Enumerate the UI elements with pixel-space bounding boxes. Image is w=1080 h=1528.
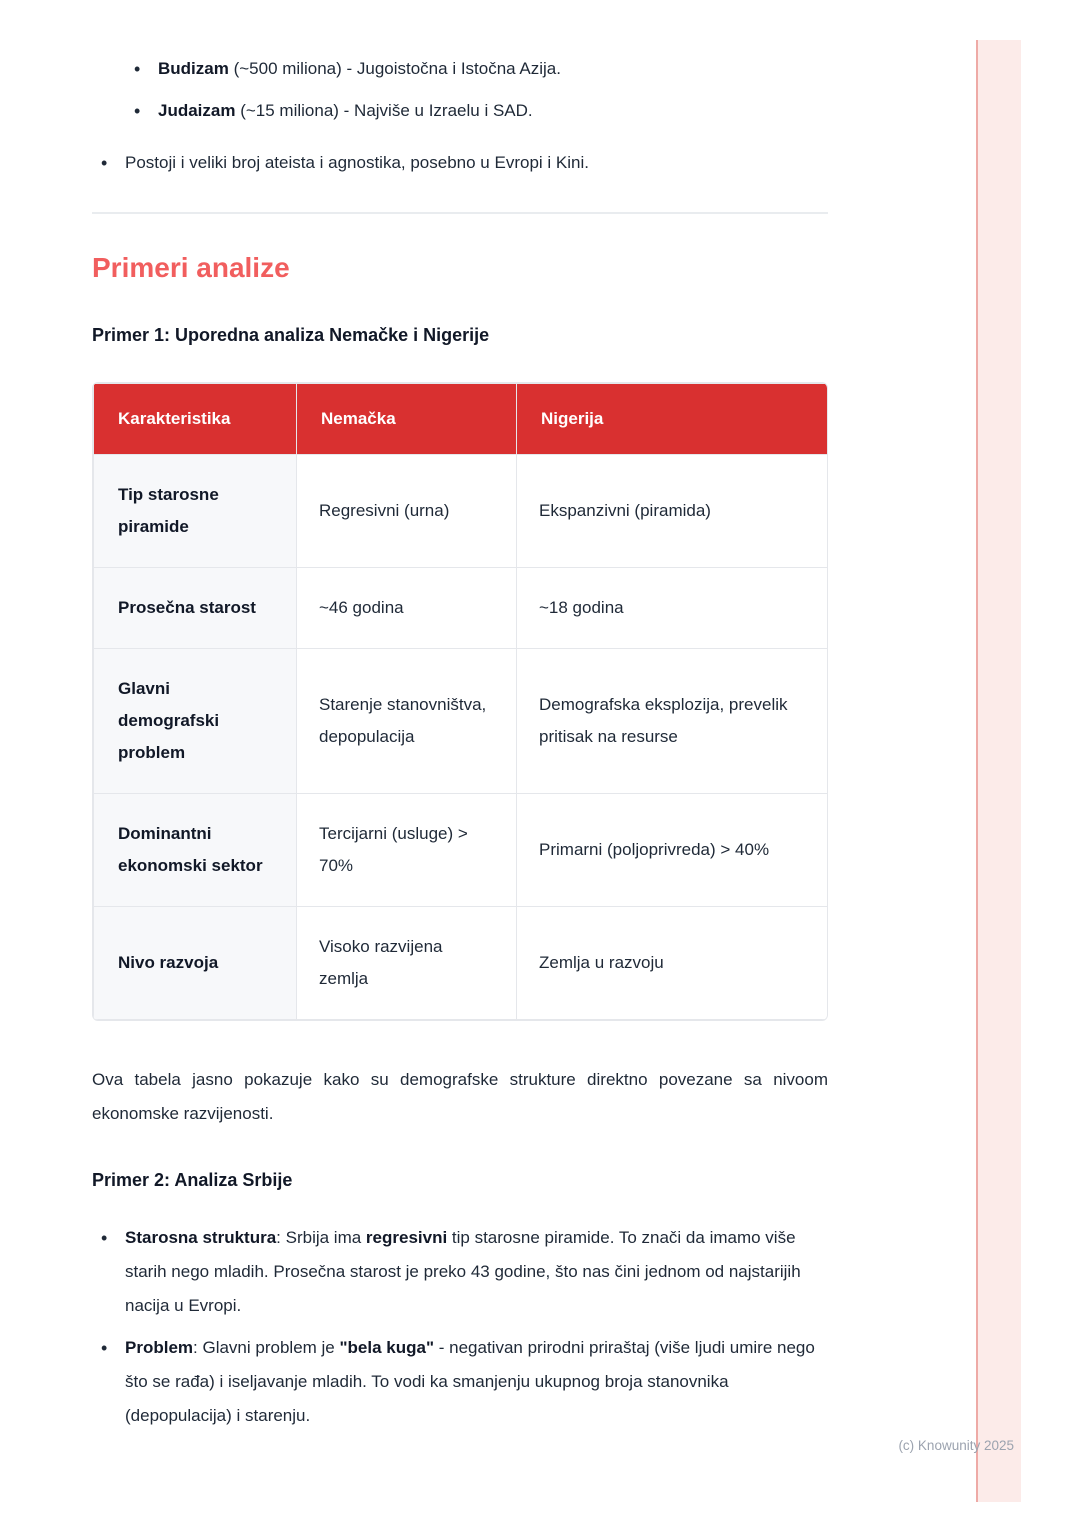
section-title: Primeri analize [92, 252, 290, 283]
row-header-cell: Glavni demografski problem [94, 649, 297, 794]
table-header-karakteristika: Karakteristika [94, 384, 297, 455]
plain-text: : Glavni problem je [193, 1338, 340, 1357]
table-cell: Starenje stanovništva, depopulacija [297, 649, 517, 794]
table-cell: ~46 godina [297, 568, 517, 649]
row-header-cell: Tip starosne piramide [94, 455, 297, 568]
plain-text: - negativan prirodni priraštaj (više ljudi umire nego što se rađa) i iseljavanje mladih. To vodi ka smanjenju ukupnog broja stanovnika (depopulacija) i starenju. [125, 1338, 815, 1425]
table-cell: Regresivni (urna) [297, 455, 517, 568]
example2-heading: Primer 2: Analiza Srbije [92, 1170, 293, 1190]
table-row [94, 568, 829, 649]
religion-sub-list [92, 52, 828, 128]
plain-text: tip starosne piramide. To znači da imamo više starih nego mladih. Prosečna starost je preko 43 godine, što nas čini jednom od najstarijih nacija u Evropi. [125, 1228, 801, 1315]
table-head [94, 384, 829, 455]
plain-text: (~500 miliona) - Jugoistočna i Istočna Azija. [228, 59, 561, 78]
bold-text: regresivni [365, 1228, 448, 1247]
row-header-cell: Nivo razvoja [94, 907, 297, 1020]
table-header-nemacka: Nemačka [297, 384, 517, 455]
table-header-nigerija: Nigerija [517, 384, 829, 455]
table-cell: Tercijarni (usluge) > 70% [297, 794, 517, 907]
list-item-ateisti: • Postoji i veliki broj ateista i agnostika, posebno u Evropi i Kini. [92, 146, 828, 180]
example1-heading: Primer 1: Uporedna analiza Nemačke i Nigerije [92, 325, 490, 345]
table-cell: Primarni (poljoprivreda) > 40% [517, 794, 829, 907]
table-header-row [94, 384, 829, 455]
table-cell: Demografska eksplozija, prevelik pritisak na resurse [517, 649, 829, 794]
list-item-budizam [92, 52, 828, 86]
table-row [94, 907, 829, 1020]
comparison-table-element [93, 383, 828, 1020]
bold-text: "bela kuga" [339, 1338, 435, 1357]
document-content [92, 0, 828, 1441]
plain-text: (~15 miliona) - Najviše u Izraelu i SAD. [235, 101, 533, 120]
footer-credit: (c) Knowunity 2025 [898, 1438, 1014, 1453]
table-row [94, 794, 829, 907]
table-cell: Ekspanzivni (piramida) [517, 455, 829, 568]
row-header-cell: Prosečna starost [94, 568, 297, 649]
table-cell: Zemlja u razvoju [517, 907, 829, 1020]
table-row [94, 649, 829, 794]
table-cell: Visoko razvijena zemlja [297, 907, 517, 1020]
bold-text: Starosna struktura [125, 1228, 277, 1247]
comparison-table-body [94, 455, 829, 1020]
comparison-table [92, 382, 828, 1021]
table-row [94, 455, 829, 568]
table-note: Ova tabela jasno pokazuje kako su demografske strukture direktno povezane sa nivoom ekonomske razvijenosti. [92, 1070, 828, 1123]
bold-text: Judaizam [158, 101, 236, 120]
bold-text: Problem [125, 1338, 194, 1357]
list-item-starosna-struktura [92, 1221, 828, 1323]
table-cell: ~18 godina [517, 568, 829, 649]
srbija-analysis-list [92, 1221, 828, 1433]
side-stripe-decoration [976, 40, 1021, 1502]
bold-text: Budizam [158, 59, 229, 78]
list-item-judaizam [92, 94, 828, 128]
plain-text: : Srbija ima [276, 1228, 366, 1247]
row-header-cell: Dominantni ekonomski sektor [94, 794, 297, 907]
religion-outer-list [92, 146, 828, 180]
list-item-problem [92, 1331, 828, 1433]
section-divider [92, 212, 828, 214]
